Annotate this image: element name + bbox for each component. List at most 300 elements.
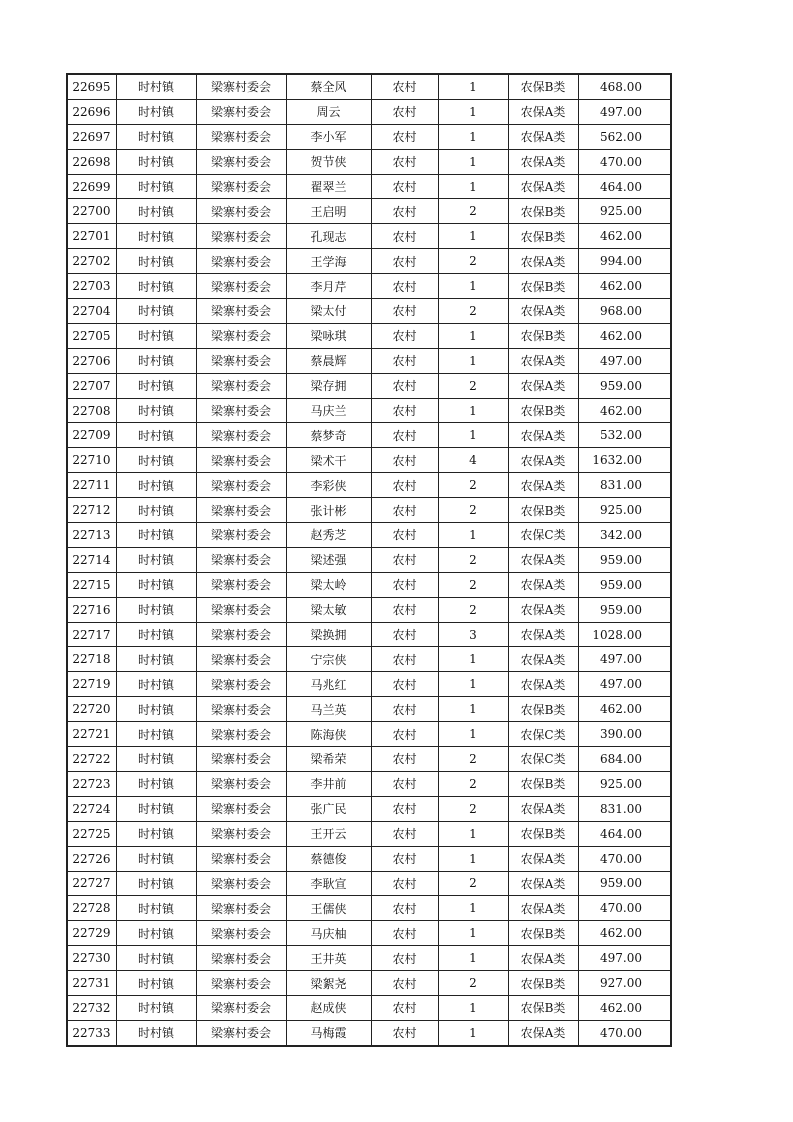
insurance-category-cell: 农保A类	[508, 149, 578, 174]
person-name-cell: 王开云	[286, 821, 371, 846]
record-id-cell: 22696	[67, 99, 116, 124]
village-committee-cell: 梁寨村委会	[196, 896, 286, 921]
member-count-cell: 1	[438, 846, 508, 871]
household-type-cell: 农村	[371, 672, 438, 697]
insurance-category-cell: 农保B类	[508, 323, 578, 348]
member-count-cell: 1	[438, 1020, 508, 1045]
town-cell: 时村镇	[116, 871, 196, 896]
amount-cell: 470.00	[578, 149, 671, 174]
table-row	[67, 747, 671, 772]
insurance-category-cell: 农保A类	[508, 1020, 578, 1045]
village-committee-cell: 梁寨村委会	[196, 771, 286, 796]
table-row	[67, 398, 671, 423]
table-row	[67, 921, 671, 946]
town-cell: 时村镇	[116, 771, 196, 796]
amount-cell: 470.00	[578, 896, 671, 921]
household-type-cell: 农村	[371, 821, 438, 846]
record-id-cell: 22729	[67, 921, 116, 946]
table-row	[67, 697, 671, 722]
town-cell: 时村镇	[116, 946, 196, 971]
town-cell: 时村镇	[116, 274, 196, 299]
person-name-cell: 蔡全风	[286, 74, 371, 99]
household-type-cell: 农村	[371, 722, 438, 747]
insurance-category-cell: 农保A类	[508, 124, 578, 149]
household-type-cell: 农村	[371, 99, 438, 124]
table-row	[67, 423, 671, 448]
member-count-cell: 1	[438, 946, 508, 971]
town-cell: 时村镇	[116, 572, 196, 597]
record-id-cell: 22709	[67, 423, 116, 448]
record-id-cell: 22710	[67, 448, 116, 473]
amount-cell: 831.00	[578, 796, 671, 821]
household-type-cell: 农村	[371, 373, 438, 398]
amount-cell: 470.00	[578, 1020, 671, 1045]
member-count-cell: 2	[438, 747, 508, 772]
record-id-cell: 22717	[67, 622, 116, 647]
village-committee-cell: 梁寨村委会	[196, 74, 286, 99]
record-id-cell: 22723	[67, 771, 116, 796]
record-id-cell: 22725	[67, 821, 116, 846]
member-count-cell: 1	[438, 174, 508, 199]
person-name-cell: 翟翠兰	[286, 174, 371, 199]
record-id-cell: 22698	[67, 149, 116, 174]
person-name-cell: 王儒侠	[286, 896, 371, 921]
village-committee-cell: 梁寨村委会	[196, 921, 286, 946]
household-type-cell: 农村	[371, 523, 438, 548]
member-count-cell: 1	[438, 224, 508, 249]
town-cell: 时村镇	[116, 99, 196, 124]
member-count-cell: 1	[438, 323, 508, 348]
record-id-cell: 22726	[67, 846, 116, 871]
amount-cell: 994.00	[578, 249, 671, 274]
amount-cell: 497.00	[578, 348, 671, 373]
member-count-cell: 1	[438, 149, 508, 174]
village-committee-cell: 梁寨村委会	[196, 249, 286, 274]
record-id-cell: 22705	[67, 323, 116, 348]
village-committee-cell: 梁寨村委会	[196, 323, 286, 348]
member-count-cell: 1	[438, 423, 508, 448]
amount-cell: 959.00	[578, 871, 671, 896]
amount-cell: 470.00	[578, 846, 671, 871]
household-type-cell: 农村	[371, 647, 438, 672]
household-type-cell: 农村	[371, 199, 438, 224]
person-name-cell: 李井前	[286, 771, 371, 796]
insurance-category-cell: 农保B类	[508, 398, 578, 423]
town-cell: 时村镇	[116, 547, 196, 572]
person-name-cell: 王启明	[286, 199, 371, 224]
town-cell: 时村镇	[116, 995, 196, 1020]
town-cell: 时村镇	[116, 448, 196, 473]
record-id-cell: 22731	[67, 971, 116, 996]
table-row	[67, 871, 671, 896]
table-row	[67, 971, 671, 996]
town-cell: 时村镇	[116, 373, 196, 398]
household-type-cell: 农村	[371, 946, 438, 971]
insurance-category-cell: 农保A类	[508, 473, 578, 498]
insurance-category-cell: 农保B类	[508, 224, 578, 249]
member-count-cell: 1	[438, 124, 508, 149]
table-row	[67, 224, 671, 249]
record-id-cell: 22703	[67, 274, 116, 299]
table-row	[67, 199, 671, 224]
town-cell: 时村镇	[116, 821, 196, 846]
insurance-category-cell: 农保B类	[508, 74, 578, 99]
person-name-cell: 马庆兰	[286, 398, 371, 423]
insurance-category-cell: 农保C类	[508, 747, 578, 772]
person-name-cell: 马兆红	[286, 672, 371, 697]
member-count-cell: 1	[438, 348, 508, 373]
amount-cell: 342.00	[578, 523, 671, 548]
insurance-category-cell: 农保C类	[508, 722, 578, 747]
village-committee-cell: 梁寨村委会	[196, 597, 286, 622]
amount-cell: 684.00	[578, 747, 671, 772]
person-name-cell: 王学海	[286, 249, 371, 274]
insurance-category-cell: 农保B类	[508, 821, 578, 846]
record-id-cell: 22714	[67, 547, 116, 572]
person-name-cell: 梁太付	[286, 299, 371, 324]
town-cell: 时村镇	[116, 199, 196, 224]
village-committee-cell: 梁寨村委会	[196, 498, 286, 523]
table-body	[67, 74, 671, 1046]
record-id-cell: 22713	[67, 523, 116, 548]
person-name-cell: 李月芹	[286, 274, 371, 299]
record-id-cell: 22704	[67, 299, 116, 324]
village-committee-cell: 梁寨村委会	[196, 99, 286, 124]
village-committee-cell: 梁寨村委会	[196, 523, 286, 548]
town-cell: 时村镇	[116, 473, 196, 498]
amount-cell: 959.00	[578, 373, 671, 398]
village-committee-cell: 梁寨村委会	[196, 448, 286, 473]
member-count-cell: 1	[438, 821, 508, 846]
amount-cell: 462.00	[578, 398, 671, 423]
table-row	[67, 149, 671, 174]
table-row	[67, 299, 671, 324]
town-cell: 时村镇	[116, 423, 196, 448]
record-id-cell: 22702	[67, 249, 116, 274]
household-type-cell: 农村	[371, 547, 438, 572]
person-name-cell: 宁宗侠	[286, 647, 371, 672]
table-row	[67, 771, 671, 796]
member-count-cell: 1	[438, 523, 508, 548]
record-id-cell: 22732	[67, 995, 116, 1020]
town-cell: 时村镇	[116, 597, 196, 622]
household-type-cell: 农村	[371, 622, 438, 647]
record-id-cell: 22700	[67, 199, 116, 224]
record-id-cell: 22733	[67, 1020, 116, 1045]
town-cell: 时村镇	[116, 622, 196, 647]
table-row	[67, 796, 671, 821]
insurance-category-cell: 农保A类	[508, 647, 578, 672]
household-type-cell: 农村	[371, 921, 438, 946]
person-name-cell: 马梅霞	[286, 1020, 371, 1045]
member-count-cell: 1	[438, 99, 508, 124]
town-cell: 时村镇	[116, 398, 196, 423]
insurance-category-cell: 农保A类	[508, 672, 578, 697]
village-committee-cell: 梁寨村委会	[196, 373, 286, 398]
person-name-cell: 赵秀芝	[286, 523, 371, 548]
amount-cell: 462.00	[578, 274, 671, 299]
person-name-cell: 梁太岭	[286, 572, 371, 597]
household-type-cell: 农村	[371, 423, 438, 448]
insurance-category-cell: 农保A类	[508, 796, 578, 821]
amount-cell: 462.00	[578, 323, 671, 348]
village-committee-cell: 梁寨村委会	[196, 1020, 286, 1045]
table-row	[67, 821, 671, 846]
insurance-category-cell: 农保A类	[508, 572, 578, 597]
insurance-category-cell: 农保C类	[508, 523, 578, 548]
member-count-cell: 1	[438, 722, 508, 747]
table-row	[67, 448, 671, 473]
household-type-cell: 农村	[371, 174, 438, 199]
household-type-cell: 农村	[371, 448, 438, 473]
household-type-cell: 农村	[371, 498, 438, 523]
amount-cell: 497.00	[578, 99, 671, 124]
amount-cell: 390.00	[578, 722, 671, 747]
record-id-cell: 22730	[67, 946, 116, 971]
table-row	[67, 597, 671, 622]
town-cell: 时村镇	[116, 896, 196, 921]
amount-cell: 959.00	[578, 597, 671, 622]
insurance-category-cell: 农保A类	[508, 597, 578, 622]
member-count-cell: 3	[438, 622, 508, 647]
village-committee-cell: 梁寨村委会	[196, 547, 286, 572]
household-type-cell: 农村	[371, 995, 438, 1020]
table-row	[67, 1020, 671, 1045]
person-name-cell: 梁絮尧	[286, 971, 371, 996]
village-committee-cell: 梁寨村委会	[196, 796, 286, 821]
town-cell: 时村镇	[116, 174, 196, 199]
table-row	[67, 373, 671, 398]
person-name-cell: 梁述强	[286, 547, 371, 572]
person-name-cell: 王井英	[286, 946, 371, 971]
household-type-cell: 农村	[371, 249, 438, 274]
amount-cell: 462.00	[578, 921, 671, 946]
village-committee-cell: 梁寨村委会	[196, 199, 286, 224]
household-type-cell: 农村	[371, 572, 438, 597]
village-committee-cell: 梁寨村委会	[196, 473, 286, 498]
household-type-cell: 农村	[371, 473, 438, 498]
person-name-cell: 贺节侠	[286, 149, 371, 174]
records-table	[66, 73, 672, 1047]
member-count-cell: 2	[438, 572, 508, 597]
amount-cell: 927.00	[578, 971, 671, 996]
record-id-cell: 22720	[67, 697, 116, 722]
record-id-cell: 22707	[67, 373, 116, 398]
insurance-category-cell: 农保A类	[508, 846, 578, 871]
table-row	[67, 647, 671, 672]
person-name-cell: 梁存拥	[286, 373, 371, 398]
member-count-cell: 1	[438, 672, 508, 697]
town-cell: 时村镇	[116, 249, 196, 274]
record-id-cell: 22727	[67, 871, 116, 896]
household-type-cell: 农村	[371, 348, 438, 373]
village-committee-cell: 梁寨村委会	[196, 398, 286, 423]
household-type-cell: 农村	[371, 597, 438, 622]
amount-cell: 462.00	[578, 697, 671, 722]
member-count-cell: 1	[438, 697, 508, 722]
table-row	[67, 323, 671, 348]
record-id-cell: 22697	[67, 124, 116, 149]
household-type-cell: 农村	[371, 274, 438, 299]
record-id-cell: 22712	[67, 498, 116, 523]
person-name-cell: 李小军	[286, 124, 371, 149]
village-committee-cell: 梁寨村委会	[196, 423, 286, 448]
member-count-cell: 1	[438, 74, 508, 99]
insurance-category-cell: 农保A类	[508, 871, 578, 896]
person-name-cell: 周云	[286, 99, 371, 124]
table-row	[67, 846, 671, 871]
record-id-cell: 22701	[67, 224, 116, 249]
table-row	[67, 946, 671, 971]
insurance-category-cell: 农保A类	[508, 448, 578, 473]
village-committee-cell: 梁寨村委会	[196, 348, 286, 373]
insurance-category-cell: 农保A类	[508, 299, 578, 324]
amount-cell: 959.00	[578, 572, 671, 597]
household-type-cell: 农村	[371, 871, 438, 896]
record-id-cell: 22715	[67, 572, 116, 597]
town-cell: 时村镇	[116, 1020, 196, 1045]
amount-cell: 959.00	[578, 547, 671, 572]
town-cell: 时村镇	[116, 921, 196, 946]
record-id-cell: 22724	[67, 796, 116, 821]
table-row	[67, 722, 671, 747]
insurance-category-cell: 农保A类	[508, 622, 578, 647]
table-row	[67, 249, 671, 274]
table-row	[67, 498, 671, 523]
member-count-cell: 1	[438, 995, 508, 1020]
household-type-cell: 农村	[371, 1020, 438, 1045]
record-id-cell: 22711	[67, 473, 116, 498]
member-count-cell: 2	[438, 473, 508, 498]
household-type-cell: 农村	[371, 747, 438, 772]
insurance-category-cell: 农保B类	[508, 995, 578, 1020]
table-row	[67, 572, 671, 597]
insurance-category-cell: 农保B类	[508, 199, 578, 224]
person-name-cell: 蔡德俊	[286, 846, 371, 871]
amount-cell: 497.00	[578, 946, 671, 971]
person-name-cell: 李彩侠	[286, 473, 371, 498]
town-cell: 时村镇	[116, 722, 196, 747]
member-count-cell: 1	[438, 896, 508, 921]
insurance-category-cell: 农保B类	[508, 498, 578, 523]
table-row	[67, 672, 671, 697]
insurance-category-cell: 农保B类	[508, 771, 578, 796]
member-count-cell: 2	[438, 871, 508, 896]
household-type-cell: 农村	[371, 299, 438, 324]
town-cell: 时村镇	[116, 299, 196, 324]
household-type-cell: 农村	[371, 896, 438, 921]
member-count-cell: 2	[438, 796, 508, 821]
amount-cell: 968.00	[578, 299, 671, 324]
record-id-cell: 22716	[67, 597, 116, 622]
person-name-cell: 梁术干	[286, 448, 371, 473]
household-type-cell: 农村	[371, 971, 438, 996]
amount-cell: 462.00	[578, 224, 671, 249]
household-type-cell: 农村	[371, 74, 438, 99]
record-id-cell: 22695	[67, 74, 116, 99]
insurance-category-cell: 农保A类	[508, 373, 578, 398]
insurance-category-cell: 农保B类	[508, 697, 578, 722]
village-committee-cell: 梁寨村委会	[196, 572, 286, 597]
village-committee-cell: 梁寨村委会	[196, 622, 286, 647]
record-id-cell: 22706	[67, 348, 116, 373]
person-name-cell: 陈海侠	[286, 722, 371, 747]
insurance-category-cell: 农保A类	[508, 174, 578, 199]
record-id-cell: 22699	[67, 174, 116, 199]
village-committee-cell: 梁寨村委会	[196, 174, 286, 199]
person-name-cell: 梁换拥	[286, 622, 371, 647]
member-count-cell: 1	[438, 647, 508, 672]
person-name-cell: 马兰英	[286, 697, 371, 722]
table-row	[67, 473, 671, 498]
town-cell: 时村镇	[116, 796, 196, 821]
member-count-cell: 2	[438, 249, 508, 274]
amount-cell: 1632.00	[578, 448, 671, 473]
village-committee-cell: 梁寨村委会	[196, 672, 286, 697]
town-cell: 时村镇	[116, 323, 196, 348]
record-id-cell: 22708	[67, 398, 116, 423]
record-id-cell: 22719	[67, 672, 116, 697]
amount-cell: 925.00	[578, 498, 671, 523]
household-type-cell: 农村	[371, 398, 438, 423]
member-count-cell: 1	[438, 398, 508, 423]
person-name-cell: 蔡梦奇	[286, 423, 371, 448]
table-row	[67, 622, 671, 647]
amount-cell: 562.00	[578, 124, 671, 149]
person-name-cell: 张广民	[286, 796, 371, 821]
town-cell: 时村镇	[116, 523, 196, 548]
town-cell: 时村镇	[116, 747, 196, 772]
village-committee-cell: 梁寨村委会	[196, 124, 286, 149]
person-name-cell: 张计彬	[286, 498, 371, 523]
town-cell: 时村镇	[116, 348, 196, 373]
town-cell: 时村镇	[116, 224, 196, 249]
member-count-cell: 2	[438, 771, 508, 796]
village-committee-cell: 梁寨村委会	[196, 149, 286, 174]
table-row	[67, 547, 671, 572]
table-row	[67, 523, 671, 548]
person-name-cell: 梁咏琪	[286, 323, 371, 348]
insurance-category-cell: 农保B类	[508, 921, 578, 946]
member-count-cell: 4	[438, 448, 508, 473]
member-count-cell: 2	[438, 373, 508, 398]
amount-cell: 532.00	[578, 423, 671, 448]
table-row	[67, 995, 671, 1020]
table-row	[67, 348, 671, 373]
member-count-cell: 2	[438, 498, 508, 523]
town-cell: 时村镇	[116, 74, 196, 99]
insurance-category-cell: 农保A类	[508, 547, 578, 572]
town-cell: 时村镇	[116, 971, 196, 996]
record-id-cell: 22721	[67, 722, 116, 747]
table-row	[67, 174, 671, 199]
amount-cell: 925.00	[578, 771, 671, 796]
member-count-cell: 1	[438, 274, 508, 299]
household-type-cell: 农村	[371, 323, 438, 348]
member-count-cell: 2	[438, 597, 508, 622]
insurance-category-cell: 农保A类	[508, 896, 578, 921]
amount-cell: 497.00	[578, 672, 671, 697]
member-count-cell: 2	[438, 971, 508, 996]
village-committee-cell: 梁寨村委会	[196, 299, 286, 324]
village-committee-cell: 梁寨村委会	[196, 747, 286, 772]
household-type-cell: 农村	[371, 149, 438, 174]
insurance-category-cell: 农保A类	[508, 348, 578, 373]
town-cell: 时村镇	[116, 697, 196, 722]
household-type-cell: 农村	[371, 846, 438, 871]
amount-cell: 925.00	[578, 199, 671, 224]
person-name-cell: 马庆柚	[286, 921, 371, 946]
